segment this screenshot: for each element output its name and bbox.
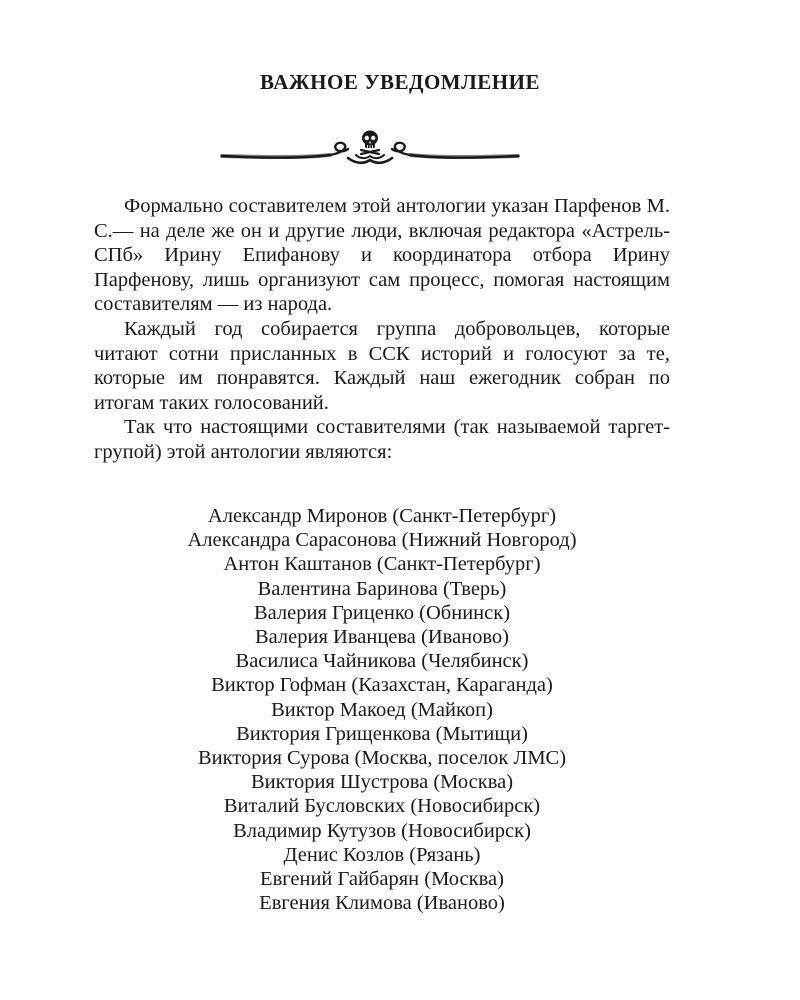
list-item: Владимир Кутузов (Новосибирск) — [233, 819, 531, 842]
list-item: Александр Миронов (Санкт-Петербург) — [207, 505, 557, 527]
notice-paragraph: Формально составителем этой антологии указан Парфенов М. С.— на деле же он и другие люди, включая редактора «Астрель-СПб» Ирину Епифанову и координатора отбора Ирину Парфенову, лишь организуют сам процесс, помогая настоящим составителям — из народа. — [94, 195, 670, 316]
list-item: Антон Каштанов (Санкт-Петербург) — [223, 553, 541, 576]
list-item: Валентина Баринова (Тверь) — [257, 577, 507, 600]
list-item: Виталий Бусловских (Новосибирск) — [223, 795, 541, 818]
notice-body — [94, 194, 670, 465]
notice-paragraph: Каждый год собирается группа добровольцев, которые читают сотни присланных в ССК историй и голосуют за те, которые им понравятся. Каждый наш ежегодник собран по итогам таких голосований. — [94, 317, 670, 414]
notice-paragraph: Так что настоящими составителями (так называемой таргет-групой) этой антологии являются: — [94, 416, 670, 463]
list-item: Виктория Шустрова (Москва) — [250, 771, 514, 794]
list-item: Денис Козлов (Рязань) — [283, 843, 481, 866]
compilers-list — [94, 504, 670, 915]
page-title: ВАЖНОЕ УВЕДОМЛЕНИЕ — [260, 70, 540, 94]
skull-scroll-ornament-icon — [220, 128, 520, 172]
list-item: Виктор Макоед (Майкоп) — [271, 698, 493, 721]
list-item: Александра Сарасонова (Нижний Новгород) — [187, 529, 577, 552]
list-item: Виктория Грищенкова (Мытищи) — [236, 722, 528, 745]
list-item: Валерия Гриценко (Обнинск) — [253, 601, 511, 624]
list-item: Василиса Чайникова (Челябинск) — [235, 650, 529, 673]
list-item: Валерия Иванцева (Иваново) — [254, 626, 510, 649]
list-item: Евгений Гайбарян (Москва) — [260, 868, 504, 891]
list-item: Виктория Сурова (Москва, поселок ЛМС) — [197, 747, 567, 770]
list-item: Виктор Гофман (Казахстан, Караганда) — [211, 674, 553, 697]
list-item: Евгения Климова (Иваново) — [259, 892, 505, 915]
